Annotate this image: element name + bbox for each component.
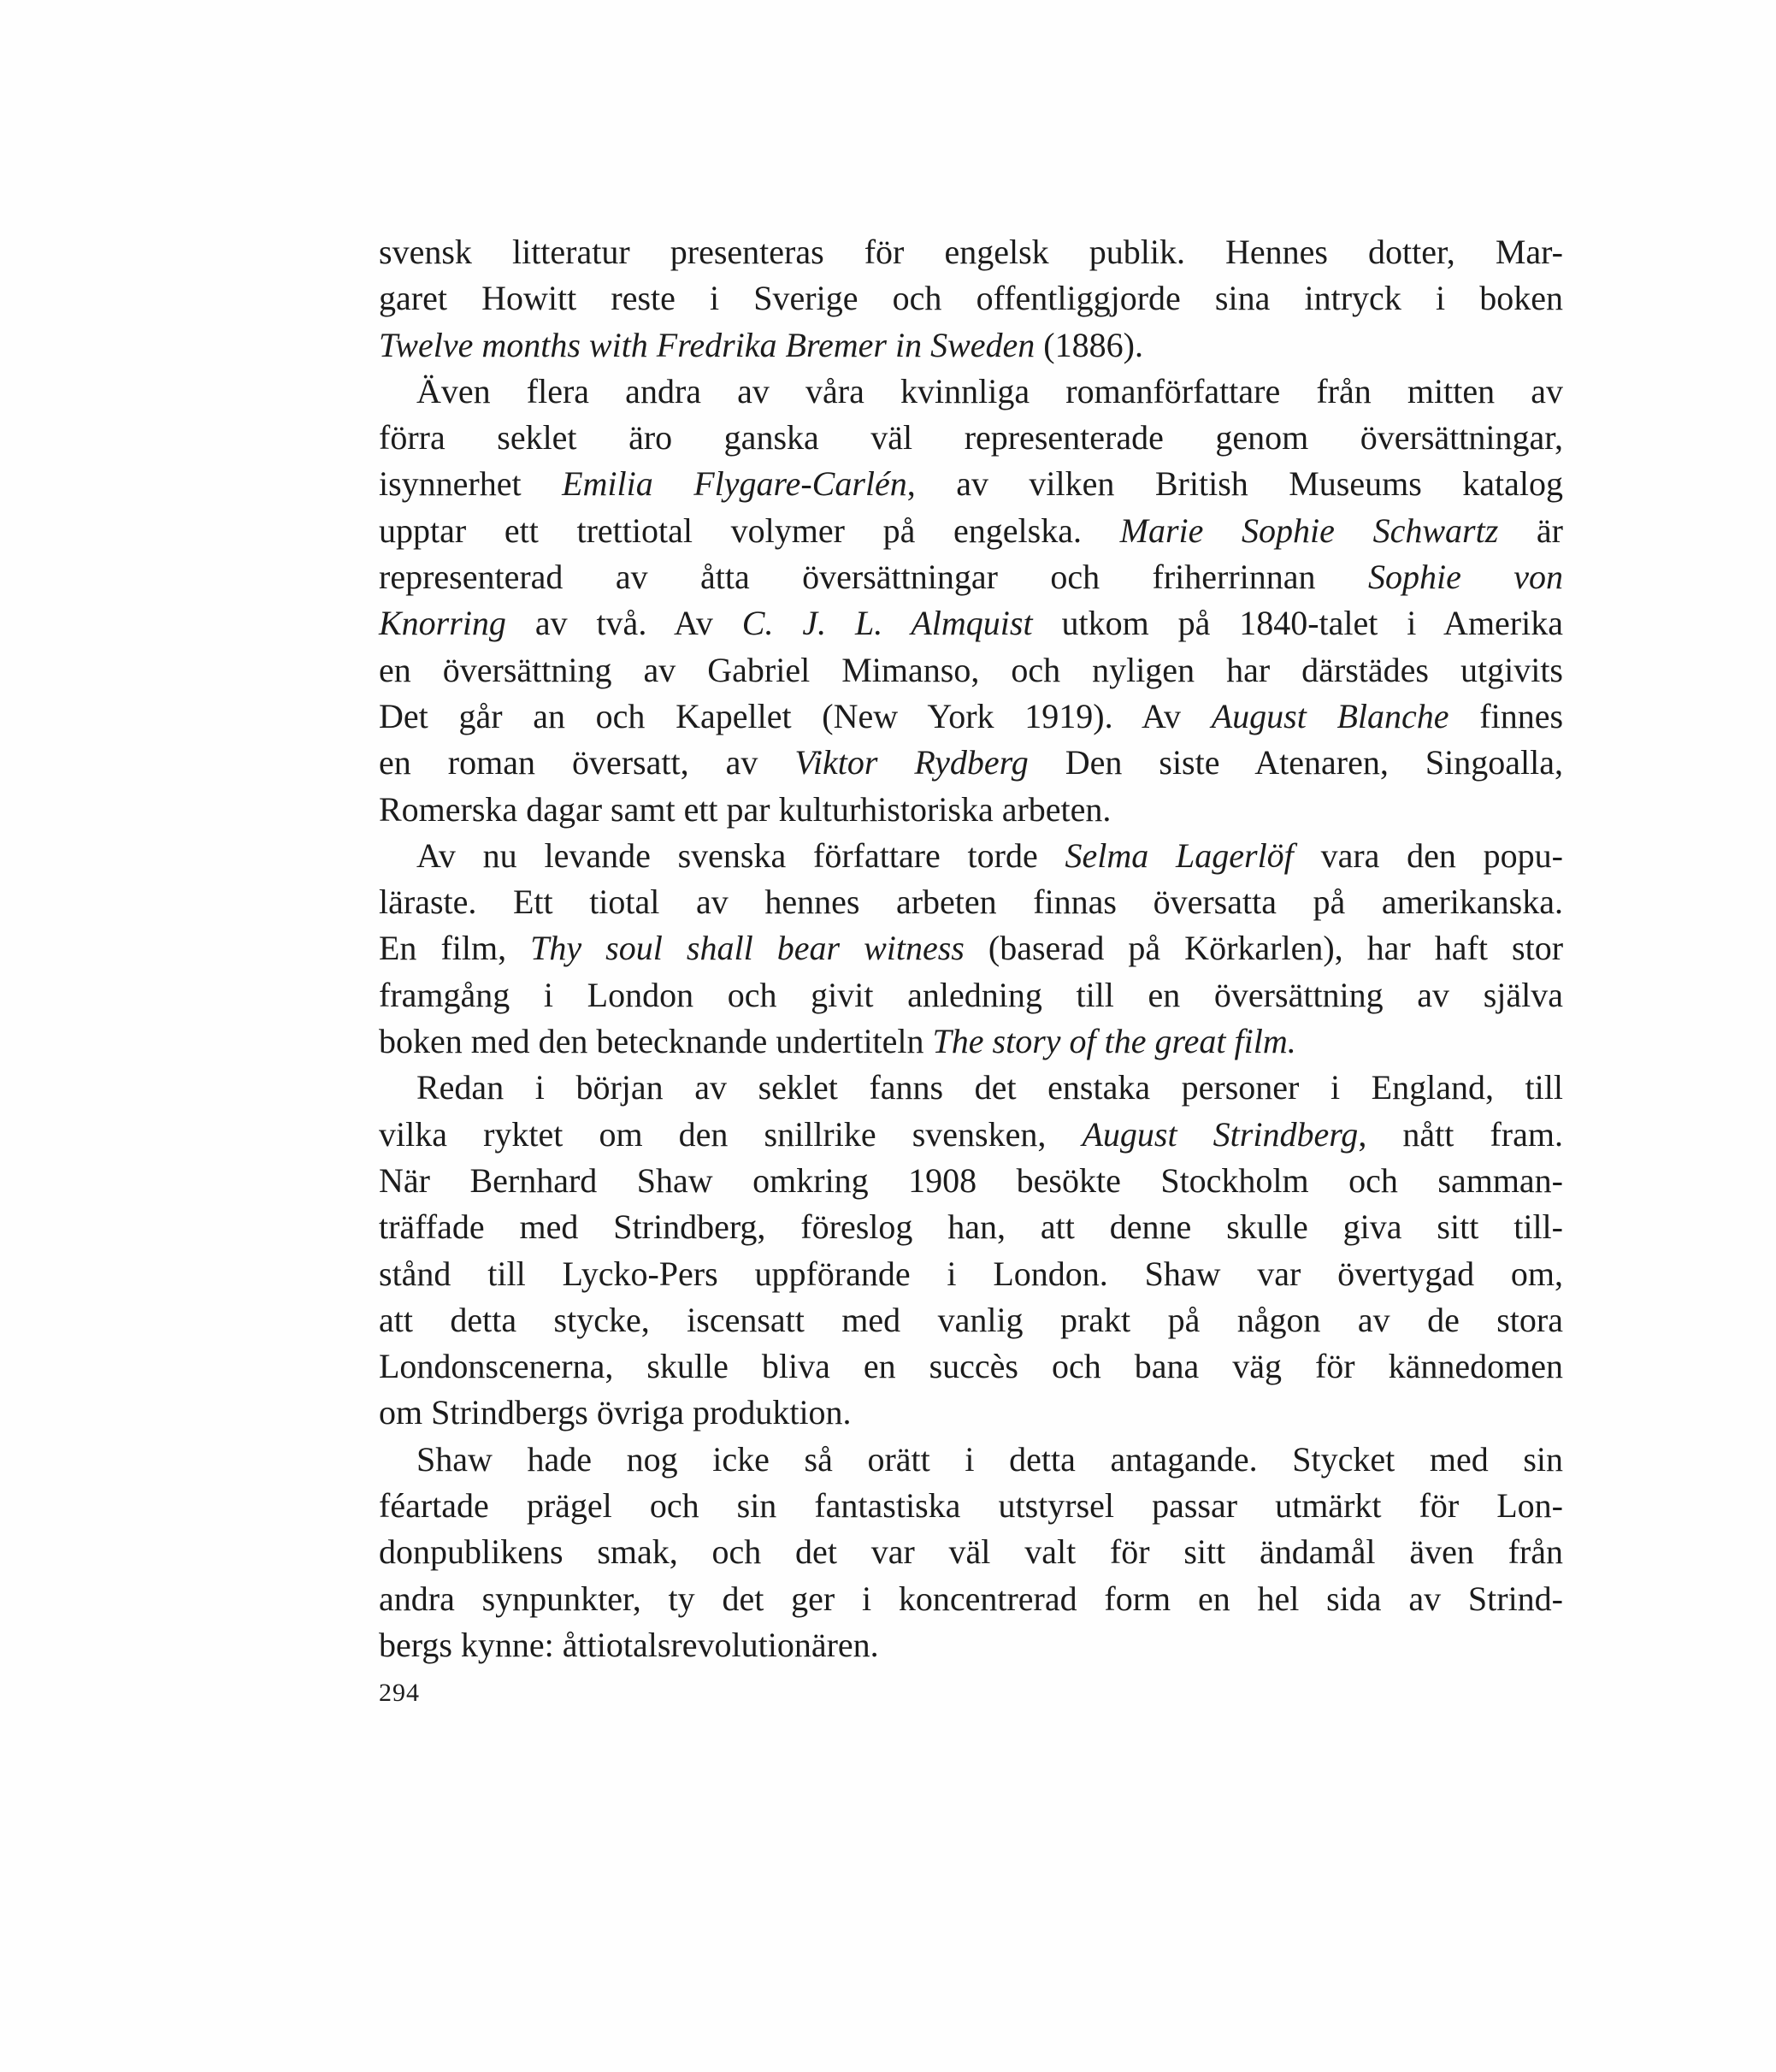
italic-text: The story of the great film. (932, 1022, 1296, 1061)
italic-text: Twelve months with Fredrika Bremer in Sweden (379, 325, 1036, 364)
text-line (379, 600, 1563, 646)
text-run: svensk litteratur presenteras för engelsk publik. Hennes dotter, Mar- (379, 233, 1563, 271)
text-run: Redan i början av seklet fanns det enstaka personer i England, till (416, 1068, 1563, 1107)
text-line (379, 1576, 1563, 1622)
text-line (379, 1622, 1563, 1668)
text-run: om Strindbergs övriga produktion. (379, 1393, 852, 1432)
text-line (379, 415, 1563, 461)
text-run: av två. Av (505, 604, 742, 643)
text-run: , av vilken British Museums katalog (906, 464, 1563, 504)
text-run: Det går an och Kapellet (New York 1919). Av (379, 696, 1212, 735)
text-run: donpublikens smak, och det var väl valt för sitt ändamål även från (379, 1532, 1563, 1572)
text-line (379, 694, 1563, 740)
text-run: andra synpunkter, ty det ger i koncentrerad form en hel sida av Strind- (379, 1579, 1563, 1618)
text-line (379, 787, 1563, 833)
italic-text: Marie Sophie Schwartz (1119, 511, 1499, 550)
text-run: förra seklet äro ganska väl representerade genom översättningar, (379, 418, 1563, 457)
text-line (379, 1529, 1563, 1575)
text-line (379, 972, 1563, 1018)
paragraph (379, 1065, 1563, 1436)
text-line (379, 1343, 1563, 1390)
text-line (379, 1065, 1563, 1111)
paragraph (379, 369, 1563, 833)
text-line (379, 740, 1563, 786)
text-line (379, 1390, 1563, 1436)
text-line (379, 1483, 1563, 1529)
italic-text: Knorring (379, 604, 506, 643)
text-run: Av nu levande svenska författare torde (416, 835, 1065, 875)
text-line (379, 1204, 1563, 1250)
italic-text: August Blanche (1211, 696, 1449, 735)
text-line (379, 925, 1563, 971)
body-text (379, 229, 1563, 1668)
text-run: är (1498, 511, 1563, 550)
text-run: féartade prägel och sin fantastiska utstyrsel passar utmärkt för Lon- (379, 1486, 1563, 1526)
text-run: Romerska dagar samt ett par kulturhistoriska arbeten. (379, 789, 1112, 829)
text-line (379, 508, 1563, 554)
text-line (379, 1112, 1563, 1158)
text-run: vilka ryktet om den snillrike svensken, (379, 1114, 1083, 1154)
text-run: bergs kynne: åttiotalsrevolutionären. (379, 1625, 879, 1664)
italic-text: Viktor Rydberg (794, 743, 1029, 782)
text-run: garet Howitt reste i Sverige och offentliggjorde sina intryck i boken (379, 279, 1563, 318)
text-run: träffade med Strindberg, föreslog han, att denne skulle giva sitt till- (379, 1207, 1563, 1247)
text-run: (baserad på Körkarlen), har haft stor (964, 929, 1564, 968)
paragraph (379, 1437, 1563, 1668)
text-run: (1886). (1035, 325, 1143, 364)
text-run: en roman översatt, av (379, 743, 795, 782)
text-run: isynnerhet (379, 464, 563, 504)
text-run: Londonscenerna, skulle bliva en succès och bana väg för kännedomen (379, 1347, 1563, 1386)
text-run: utkom på 1840-talet i Amerika (1032, 604, 1563, 643)
text-line (379, 275, 1563, 322)
text-run: finnes (1449, 696, 1564, 735)
paragraph (379, 229, 1563, 369)
italic-text: Sophie von (1367, 558, 1564, 597)
text-run: vara den popu- (1293, 835, 1563, 875)
text-line (379, 1158, 1563, 1204)
text-line (379, 879, 1563, 925)
text-run: Även flera andra av våra kvinnliga romanförfattare från mitten av (416, 371, 1563, 410)
page-number: 294 (379, 1679, 420, 1707)
text-run: en översättning av Gabriel Mimanso, och nyligen har därstädes utgivits (379, 650, 1563, 689)
text-line (379, 229, 1563, 275)
italic-text: Selma Lagerlöf (1065, 835, 1294, 875)
text-line (379, 647, 1563, 694)
text-run: representerad av åtta översättningar och friherrinnan (379, 558, 1368, 597)
paragraph (379, 833, 1563, 1065)
text-run: att detta stycke, iscensatt med vanlig prakt på någon av de stora (379, 1300, 1563, 1339)
text-line (379, 1018, 1563, 1065)
text-line (379, 369, 1563, 415)
italic-text: Emilia Flygare-Carlén (562, 464, 907, 504)
text-line (379, 554, 1563, 600)
text-run: läraste. Ett tiotal av hennes arbeten finnas översatta på amerikanska. (379, 883, 1563, 922)
text-run: framgång i London och givit anledning till en översättning av själva (379, 975, 1563, 1014)
text-run: boken med den betecknande undertiteln (379, 1022, 933, 1061)
text-run: En film, (379, 929, 531, 968)
italic-text: August Strindberg (1082, 1114, 1359, 1154)
text-line (379, 461, 1563, 507)
text-line (379, 1297, 1563, 1343)
text-line (379, 1251, 1563, 1297)
text-run: Den siste Atenaren, Singoalla, (1028, 743, 1563, 782)
italic-text: C. J. L. Almquist (741, 604, 1033, 643)
text-run: upptar ett trettiotal volymer på engelska. (379, 511, 1120, 550)
text-run: När Bernhard Shaw omkring 1908 besökte Stockholm och samman- (379, 1160, 1563, 1200)
text-line (379, 833, 1563, 879)
text-line (379, 1437, 1563, 1483)
text-run: stånd till Lycko-Pers uppförande i London. Shaw var övertygad om, (379, 1254, 1563, 1293)
text-run: Shaw hade nog icke så orätt i detta antagande. Stycket med sin (416, 1439, 1563, 1479)
italic-text: Thy soul shall bear witness (530, 929, 965, 968)
text-run: , nått fram. (1358, 1114, 1563, 1154)
text-line (379, 322, 1563, 369)
